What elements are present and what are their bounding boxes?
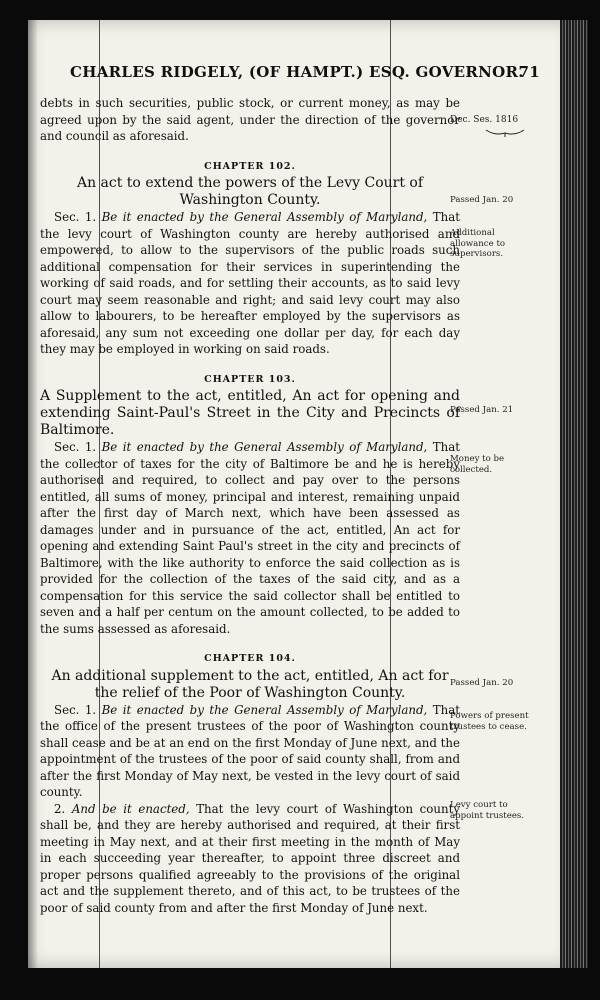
section-body: That the levy court of Washington county are hereby authorised and empowered, to allow to the supervisors of the public roads such additional compensation for their services in superintending the working of said roads, and for settling their accounts, as to said levy court may seem reasonable and right; and said levy court may also allow to labourers, to be hereafter employed by the supervisors as aforesaid, any sum not exceeding one dollar per day, for each day they may be employed in working on said roads. [40,210,461,356]
section-body: That the levy court of Washington county shall be, and they are hereby authorised and required, at their first meeting in May next, and at their first meeting in the month of May in each succeeding year thereafter, to appoint three discreet and proper persons qualified agreeably to the provisions of the original act and the supplement thereto, and of this act, to be trustees of the poor of said county from and after the first Monday of June next. [40,801,460,915]
page-number: 71 [518,63,540,81]
side-note-104b: Levy court to appoint trustees. [450,800,525,821]
running-title: CHARLES RIDGELY, (OF HAMPT.) ESQ. GOVERNOR. [70,63,524,81]
document-body [40,95,460,916]
chapter-title: An act to extend the powers of the Levy Court of Washington County. [76,175,424,208]
chapter-title: A Supplement to the act, entitled, An act for opening and extending Saint-Paul's Street in the City and Precincts of Baltimore. [40,388,460,438]
section-label: 2. [54,801,66,816]
section-body: That the collector of taxes for the city of Baltimore be and he is hereby authorised and required, to collect and pay over to the persons entitled, all sums of money, principal and interest, remaining unpaid after the first day of March next, which have been assessed as damages under and in pursuance of the act, entitled, An act for opening and extending Saint Paul's street in the city and precincts of Baltimore, with the like authority to enforce the said collection as is provided for the collection of the taxes of the said city, and as a compensation for this service the said collector shall be entitled to seven and a half per centum on the amount collected, to be added to the sums assessed as aforesaid. [40,440,461,636]
section-text [40,439,460,637]
enacting-clause: Be it enacted by the General Assembly of Maryland, [101,440,428,454]
session-note: Dec. Ses. 1816 [450,115,519,125]
side-note-102: Additional allowance to supervisors. [450,228,506,259]
section-label: Sec. 1. [54,702,97,717]
book-edge [560,20,588,968]
chapter-title: An additional supplement to the act, entitled, An act for the relief of the Poor of Washington County. [51,667,449,701]
chapter-heading: CHAPTER 102. [204,160,296,172]
enacting-clause: Be it enacted by the General Assembly of Maryland, [101,702,428,717]
chapter-heading: CHAPTER 104. [204,653,296,664]
passed-note-103: Passed Jan. 21 [450,405,514,415]
section-text [40,702,460,801]
side-note-104: Powers of present trustees to cease. [450,711,529,732]
side-note-103: Money to be collected. [450,454,505,475]
enacting-clause: Be it enacted by the General Assembly of Maryland, [101,210,428,224]
section-label: Sec. 1. [54,210,97,224]
section-text [40,801,460,917]
page-fold-shadow [28,20,38,968]
section-body: That the office of the present trustees of the poor of Washington county shall cease and be at an end on the first Monday of June next, and the appointment of the trustees of the poor of said county shall, from and after the first Monday of May next, be vested in the levy court of said county. [40,702,461,799]
chapter-heading: CHAPTER 103. [204,373,296,385]
passed-note-102: Passed Jan. 20 [450,195,514,205]
section-text [40,209,460,358]
section-label: Sec. 1. [54,440,97,454]
intro-text: debts in such securities, public stock, or current money, as may be agreed upon by the said agent, under the direction of the governor and council as aforesaid. [40,96,460,143]
running-header [70,63,542,81]
passed-note-104: Passed Jan. 20 [450,678,514,688]
enacting-clause: And be it enacted, [71,801,190,816]
brace-icon [485,128,525,138]
